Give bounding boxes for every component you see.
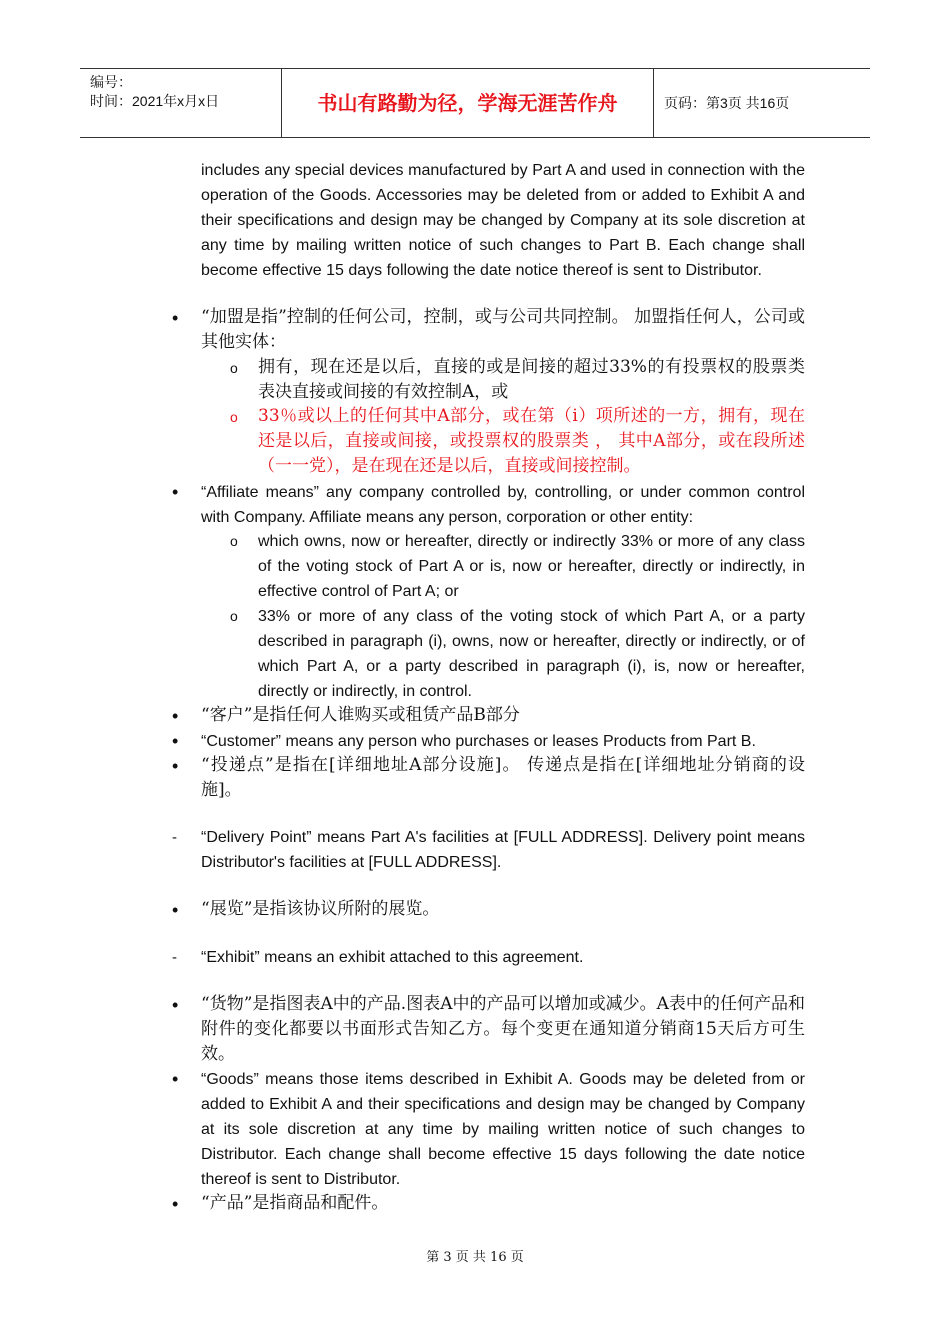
bullet-marker: •	[172, 482, 179, 502]
bullet-marker: •	[172, 706, 179, 726]
dash-marker: -	[172, 829, 177, 846]
dash-exhibit-en: “Exhibit” means an exhibit attached to this agreement.	[201, 949, 584, 966]
bullet-goods-en: “Goods” means those items described in Exhibit A. Goods may be deleted from or added to Exhibit A and their specifications and design may be changed by Company at its sole discretion at any time by mailing written notice of such changes to Distributor. Each change shall become effective 15 days following the date notice thereof is sent to Distributor.	[201, 1071, 805, 1188]
paragraph-accessories: includes any special devices manufactured by Part A and used in connection with the operation of the Goods. Accessories may be deleted from or added to Exhibit A and their specifications and design may be changed by Company at its sole discretion at any time by mailing written notice of such changes to Part B. Each change shall become effective 15 days following the date notice thereof is sent to Distributor.	[201, 162, 805, 279]
bullet-customer-en: “Customer” means any person who purchases or leases Products from Part B.	[201, 733, 756, 750]
dash-delivery-en: “Delivery Point” means Part A's facilities at [FULL ADDRESS]. Delivery point means Distributor's facilities at [FULL ADDRESS].	[201, 829, 805, 871]
bullet-products-cn: “产品”是指商品和配件。	[201, 1193, 389, 1213]
header-page-label: 页码：第3页 共16页	[664, 95, 790, 111]
time-label: 时间：2021年x月x日	[90, 93, 220, 109]
bullet-affiliate-cn: “加盟是指”控制的任何公司，控制，或与公司共同控制。 加盟指任何人，公司或其他实体：	[201, 307, 805, 352]
bullet-marker: •	[172, 756, 179, 776]
bullet-marker: •	[172, 995, 179, 1015]
header-motto: 书山有路勤为径，学海无涯苦作舟	[282, 69, 654, 137]
sub-bullet-marker: o	[230, 533, 238, 549]
code-label: 编号：	[90, 74, 132, 90]
bullet-delivery-cn: “投递点”是指在[详细地址A部分设施]。 传递点是指在[详细地址分销商的设施]。	[201, 755, 805, 800]
sub-bullet-marker: o	[230, 608, 238, 624]
page-header	[80, 68, 870, 138]
sub-affiliate-cn-2: 33％或以上的任何其中A部分，或在第（i）项所述的一方，拥有，现在还是以后，直接或间接，或投票权的股票类 ， 其中A部分，或在段所述（一一党），是在现在还是以后，直接或间接控制。	[258, 406, 805, 476]
sub-affiliate-en-1: which owns, now or hereafter, directly or indirectly 33% or more of any class of the voting stock of Part A or is, now or hereafter, directly or indirectly, in effective control of Part A; or	[258, 533, 805, 600]
dash-marker: -	[172, 949, 177, 966]
bullet-goods-cn: “货物”是指图表A中的产品.图表A中的产品可以增加或减少。A表中的任何产品和附件的变化都要以书面形式告知乙方。每个变更在通知道分销商15天后方可生效。	[201, 994, 805, 1064]
bullet-marker: •	[172, 731, 179, 751]
sub-affiliate-cn-1: 拥有，现在还是以后，直接的或是间接的超过33%的有投票权的股票类表决直接或间接的有效控制A，或	[258, 357, 805, 402]
bullet-affiliate-en: “Affiliate means” any company controlled by, controlling, or under common control with Company. Affiliate means any person, corporation or other entity:	[201, 484, 805, 526]
bullet-marker: •	[172, 1069, 179, 1089]
sub-bullet-marker: o	[230, 409, 238, 425]
bullet-marker: •	[172, 1194, 179, 1214]
sub-bullet-marker: o	[230, 360, 238, 376]
page-footer: 第 3 页 共 16 页	[426, 1250, 524, 1265]
sub-affiliate-en-2: 33% or more of any class of the voting stock of which Part A, or a party described in paragraph (i), owns, now or hereafter, directly or indirectly, or of which Part A, or a party described in paragraph (i), is, now or hereafter, directly or indirectly, in control.	[258, 608, 805, 700]
bullet-customer-cn: “客户”是指任何人谁购买或租赁产品B部分	[201, 705, 520, 725]
bullet-marker: •	[172, 900, 179, 920]
header-info-cell	[80, 69, 282, 137]
bullet-exhibit-cn: “展览”是指该协议所附的展览。	[201, 899, 440, 919]
bullet-marker: •	[172, 308, 179, 328]
